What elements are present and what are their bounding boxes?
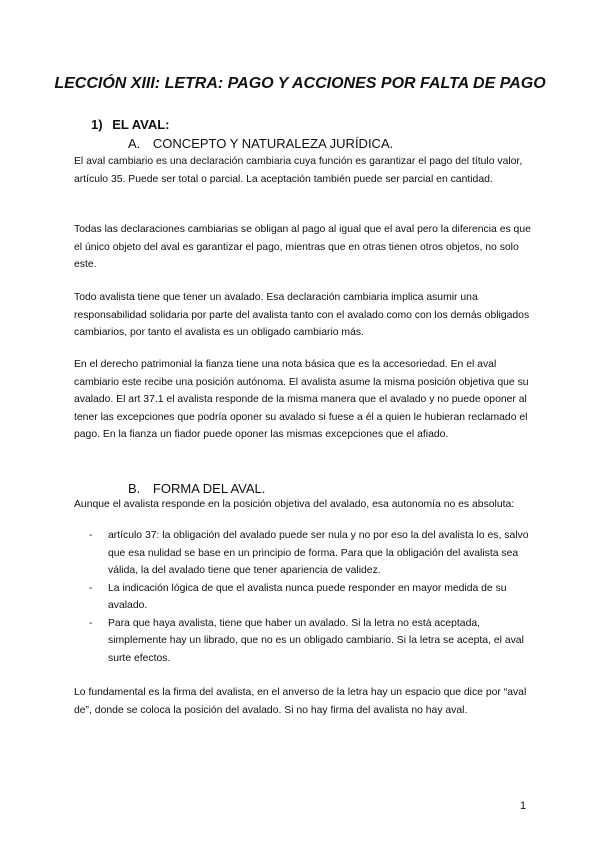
bullet-dash: -	[89, 617, 93, 629]
bullet-dash: -	[89, 530, 93, 541]
subsection-heading-a	[128, 136, 393, 151]
list-item-text: La indicación lógica de que el avalista nunca puede responder en mayor medida de su avalado.	[108, 582, 507, 611]
subsection-label: FORMA DEL AVAL.	[152, 481, 266, 496]
paragraph: Lo fundamental es la firma del avalista, en el anverso de la letra hay un espacio que dice por “aval de”, donde se coloca la posición del avalado. Si no hay firma del avalista no hay aval.	[74, 687, 527, 716]
page-number: 1	[520, 800, 527, 812]
bullet-list	[74, 527, 534, 667]
paragraph: Aunque el avalista responde en la posición objetiva del avalado, esa autonomía no es absoluta:	[74, 499, 515, 510]
section-heading	[91, 117, 169, 132]
page-title: LECCIÓN XIII: LETRA: PAGO Y ACCIONES POR FALTA DE PAGO	[54, 75, 546, 92]
paragraph: El aval cambiario es una declaración cambiaria cuya función es garantizar el pago del título valor, artículo 35. Puede ser total o parcial. La aceptación también puede ser parcial en cantidad.	[74, 156, 523, 185]
list-item	[74, 580, 534, 615]
list-item-text: Para que haya avalista, tiene que haber un avalado. Si la letra no está aceptada, simplemente hay un librado, que no es un obligado cambiario. Si la letra se acepta, el aval surte efectos.	[108, 617, 524, 664]
subsection-heading-b	[128, 481, 265, 496]
paragraph: Todo avalista tiene que tener un avalado. Esa declaración cambiaria implica asumir una responsabilidad solidaria por parte del avalista tanto con el avalado como con los demás obligados cambiarios, por tanto el avalista es un obligado cambiario más.	[74, 292, 530, 338]
list-item-text: artículo 37: la obligación del avalado puede ser nula y no por eso la del avalista lo es, salvo que esa nulidad se base en un principio de forma. Para que la obligación del avalista sea válida, la del avalado tiene que tener apariencia de validez.	[108, 530, 529, 576]
subsection-letter: B.	[128, 481, 141, 496]
section-label: EL AVAL:	[112, 117, 170, 132]
subsection-label: CONCEPTO Y NATURALEZA JURÍDICA.	[152, 136, 394, 151]
paragraph: Todas las declaraciones cambiarias se obligan al pago al igual que el aval pero la diferencia es que el único objeto del aval es garantizar el pago, mientras que en otras tienen otros objetos, no solo este.	[74, 224, 531, 270]
list-item	[74, 615, 534, 668]
paragraph: En el derecho patrimonial la fianza tiene una nota básica que es la accesoriedad. En el aval cambiario este recibe una posición autónoma. El avalista asume la misma posición objetiva que su avalado. El art 37.1 el avalista responde de la misma manera que el avalado y no puede oponer al tener las excepciones que podría oponer su avalado si fuese a él a quien le hubieran reclamado el pago. En la fianza un fiador puede oponer las mismas excepciones que el afiado.	[74, 359, 529, 440]
section-number: 1)	[91, 117, 103, 132]
subsection-letter: A.	[128, 136, 141, 151]
list-item	[74, 527, 534, 580]
bullet-dash: -	[89, 582, 93, 594]
